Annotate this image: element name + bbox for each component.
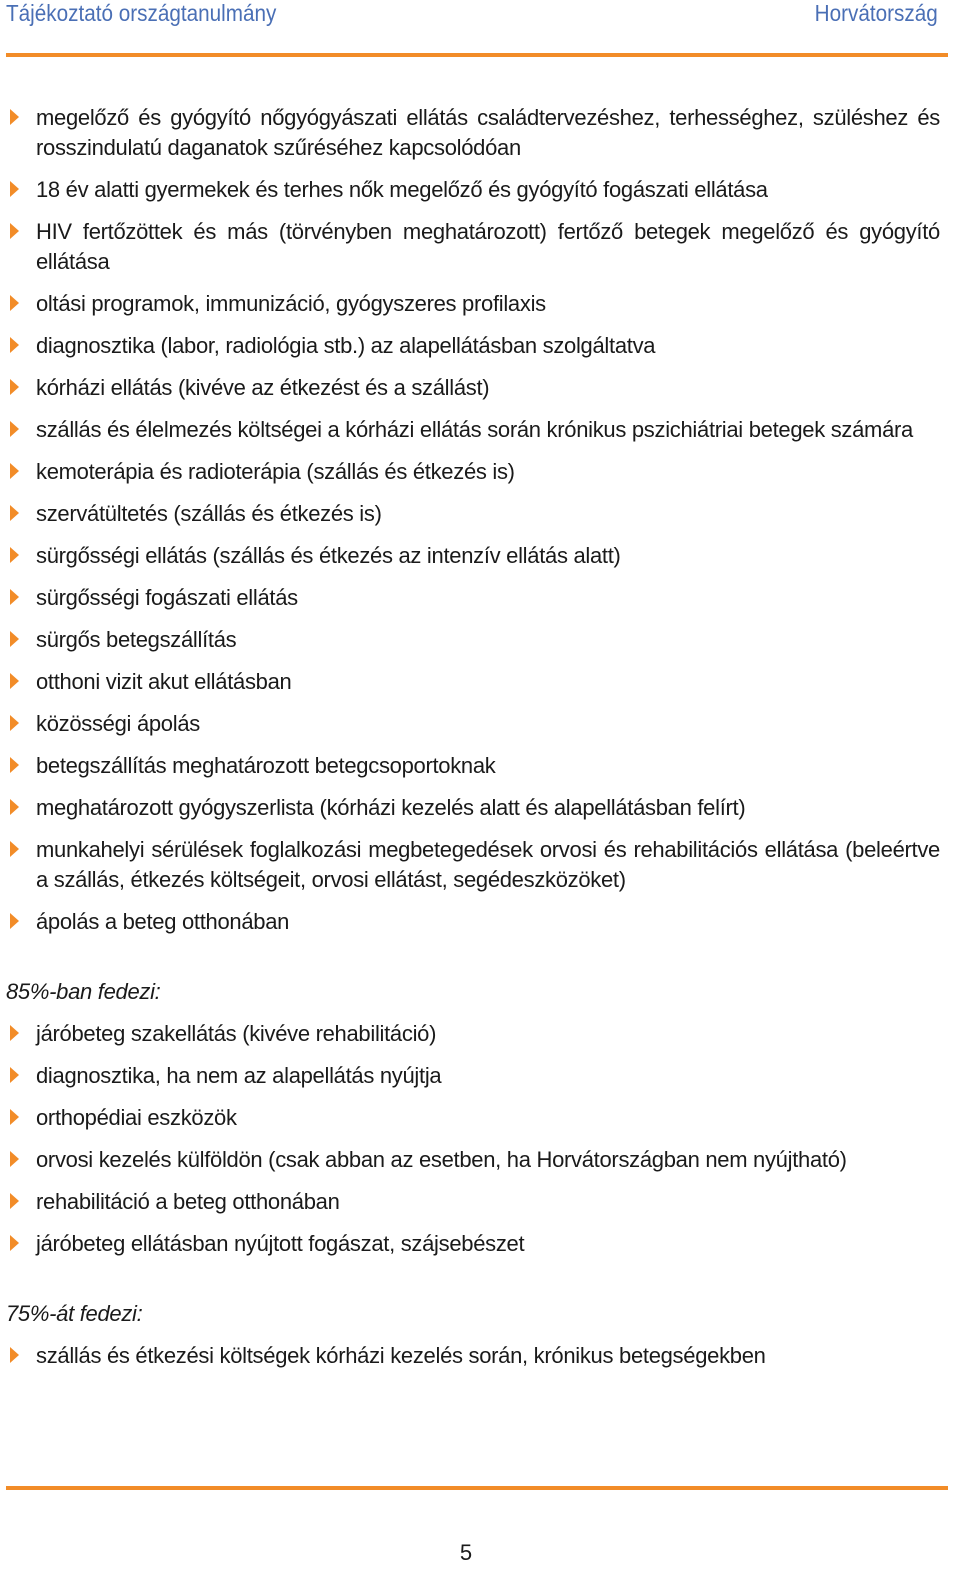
list-item-text: sürgősségi fogászati ellátás — [36, 585, 298, 610]
list-item-text: szervátültetés (szállás és étkezés is) — [36, 501, 382, 526]
list-item — [6, 709, 940, 739]
list-item-text: diagnosztika, ha nem az alapellátás nyújtja — [36, 1063, 442, 1088]
triangle-right-icon — [10, 223, 19, 239]
list-item — [6, 541, 940, 571]
list-item-text: betegszállítás meghatározott betegcsoportoknak — [36, 753, 496, 778]
list-item — [6, 1341, 940, 1371]
triangle-right-icon — [10, 1347, 19, 1363]
triangle-right-icon — [10, 1067, 19, 1083]
triangle-right-icon — [10, 505, 19, 521]
list-item-text: kórházi ellátás (kivéve az étkezést és a szállást) — [36, 375, 490, 400]
list-item — [6, 1187, 940, 1217]
list-item — [6, 103, 940, 163]
list-item — [6, 907, 940, 937]
triangle-right-icon — [10, 799, 19, 815]
list-item — [6, 751, 940, 781]
section-85 — [6, 977, 940, 1259]
triangle-right-icon — [10, 547, 19, 563]
triangle-right-icon — [10, 841, 19, 857]
document-body — [6, 103, 940, 1383]
list-item — [6, 289, 940, 319]
list-item-text: diagnosztika (labor, radiológia stb.) az alapellátásban szolgáltatva — [36, 333, 656, 358]
list-item-text: 18 év alatti gyermekek és terhes nők megelőző és gyógyító fogászati ellátása — [36, 177, 768, 202]
triangle-right-icon — [10, 757, 19, 773]
triangle-right-icon — [10, 715, 19, 731]
list-item — [6, 499, 940, 529]
triangle-right-icon — [10, 631, 19, 647]
list-item — [6, 583, 940, 613]
triangle-right-icon — [10, 1235, 19, 1251]
triangle-right-icon — [10, 109, 19, 125]
triangle-right-icon — [10, 181, 19, 197]
list-item — [6, 1145, 940, 1175]
triangle-right-icon — [10, 1151, 19, 1167]
triangle-right-icon — [10, 589, 19, 605]
list-item-text: orvosi kezelés külföldön (csak abban az esetben, ha Horvátországban nem nyújtható) — [36, 1147, 847, 1172]
triangle-right-icon — [10, 1109, 19, 1125]
section-85-heading: 85%-ban fedezi: — [6, 979, 161, 1004]
list-item — [6, 1229, 940, 1259]
list-item-text: meghatározott gyógyszerlista (kórházi kezelés alatt és alapellátásban felírt) — [36, 795, 746, 820]
list-item-text: megelőző és gyógyító nőgyógyászati ellátás családtervezéshez, terhességhez, szüléshez és rosszindulatú daganatok szűréséhez kapcsolódóan — [36, 105, 940, 160]
section-75-heading: 75%-át fedezi: — [6, 1301, 143, 1326]
list-item — [6, 1103, 940, 1133]
section-75-list — [6, 1341, 940, 1371]
list-item-text: kemoterápia és radioterápia (szállás és étkezés is) — [36, 459, 515, 484]
list-item-text: szállás és étkezési költségek kórházi kezelés során, krónikus betegségekben — [36, 1343, 766, 1368]
triangle-right-icon — [10, 913, 19, 929]
section-85-list — [6, 1019, 940, 1259]
page-number: 5 — [459, 1540, 473, 1565]
triangle-right-icon — [10, 463, 19, 479]
list-item — [6, 793, 940, 823]
list-item — [6, 373, 940, 403]
header-country: Horvátország — [814, 0, 938, 26]
list-item — [6, 415, 940, 445]
list-item — [6, 457, 940, 487]
list-item-text: HIV fertőzöttek és más (törvényben meghatározott) fertőző betegek megelőző és gyógyító ellátása — [36, 219, 940, 274]
list-item-text: járóbeteg ellátásban nyújtott fogászat, szájsebészet — [36, 1231, 525, 1256]
list-item — [6, 1019, 940, 1049]
triangle-right-icon — [10, 1193, 19, 1209]
triangle-right-icon — [10, 673, 19, 689]
list-item-text: oltási programok, immunizáció, gyógyszeres profilaxis — [36, 291, 546, 316]
list-item — [6, 331, 940, 361]
list-item-text: szállás és élelmezés költségei a kórházi ellátás során krónikus pszichiátriai betegek számára — [36, 417, 913, 442]
triangle-right-icon — [10, 295, 19, 311]
section-75 — [6, 1299, 940, 1371]
triangle-right-icon — [10, 379, 19, 395]
triangle-right-icon — [10, 421, 19, 437]
list-item-text: orthopédiai eszközök — [36, 1105, 237, 1130]
list-item-text: közösségi ápolás — [36, 711, 200, 736]
list-item-text: munkahelyi sérülések foglalkozási megbetegedések orvosi és rehabilitációs ellátása (beleértve a szállás, étkezés költségeit, orvosi ellátást, segédeszközöket) — [36, 837, 940, 892]
list-item-text: ápolás a beteg otthonában — [36, 909, 290, 934]
footer-rule — [6, 1486, 948, 1490]
list-item — [6, 835, 940, 895]
list-item-text: otthoni vizit akut ellátásban — [36, 669, 292, 694]
triangle-right-icon — [10, 1025, 19, 1041]
list-item — [6, 667, 940, 697]
covered-services-list — [6, 103, 940, 937]
page-header — [6, 0, 948, 56]
list-item-text: rehabilitáció a beteg otthonában — [36, 1189, 340, 1214]
list-item — [6, 175, 940, 205]
list-item-text: sürgős betegszállítás — [36, 627, 237, 652]
list-item — [6, 217, 940, 277]
list-item-text: sürgősségi ellátás (szállás és étkezés az intenzív ellátás alatt) — [36, 543, 621, 568]
header-rule — [6, 53, 948, 57]
list-item — [6, 625, 940, 655]
header-document-title: Tájékoztató országtanulmány — [6, 0, 277, 26]
list-item — [6, 1061, 940, 1091]
triangle-right-icon — [10, 337, 19, 353]
list-item-text: járóbeteg szakellátás (kivéve rehabilitáció) — [36, 1021, 437, 1046]
